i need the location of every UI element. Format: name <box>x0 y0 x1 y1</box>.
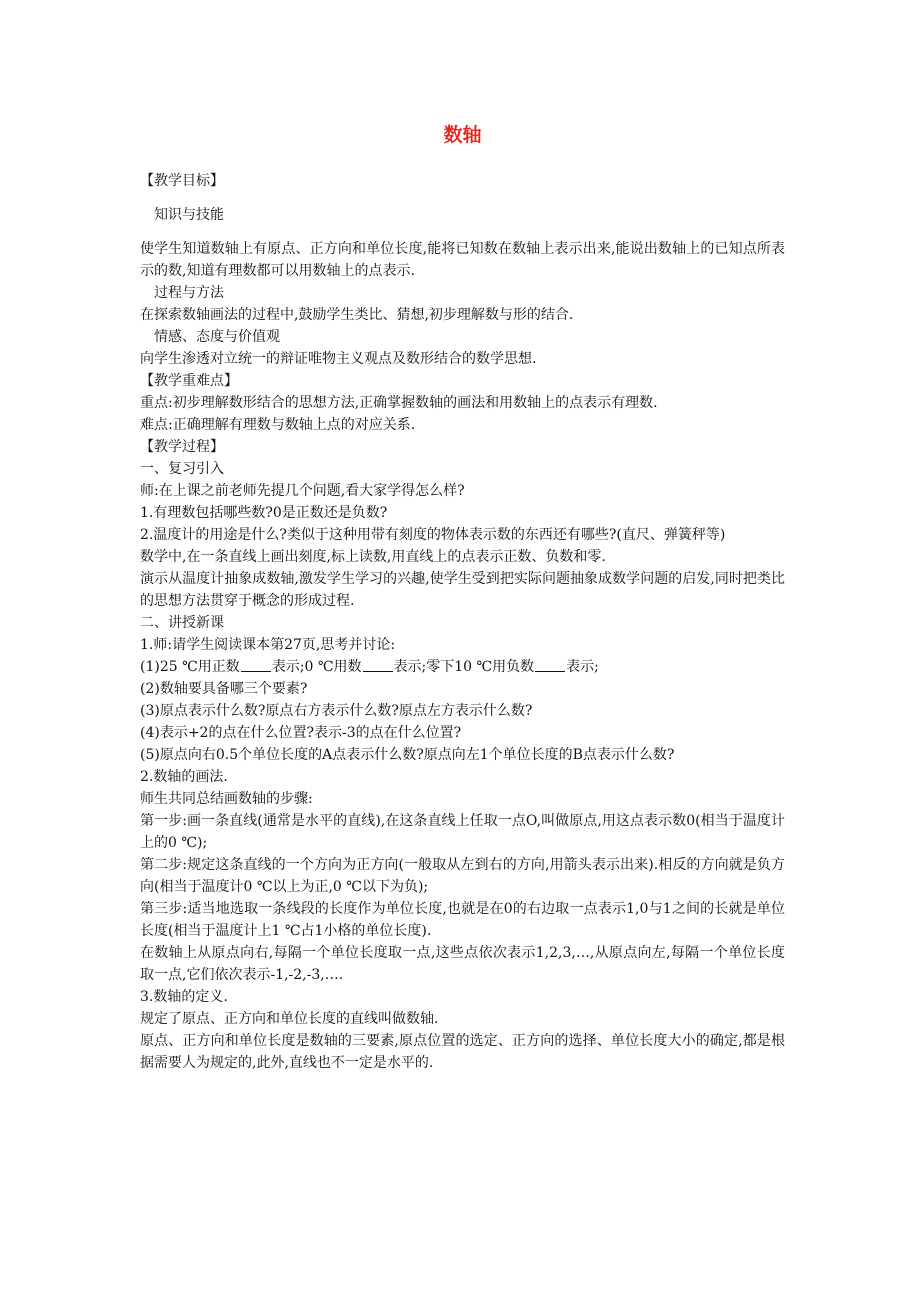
sub-question-1-part-a: (1)25 ℃用正数 <box>140 659 240 675</box>
sub-question-1-part-c: 表示;零下10 ℃用负数 <box>393 659 535 675</box>
heading-process-method: 过程与方法 <box>154 285 224 301</box>
paragraph-demo: 演示从温度计抽象成数轴,激发学生学习的兴趣,使学生受到把实际问题抽象成数学问题的启发,同时把类比的思想方法贯穿于概念的形成过程. <box>140 571 785 609</box>
paragraph-steps-intro: 师生共同总结画数轴的步骤: <box>140 791 313 807</box>
paragraph-process-method: 在探索数轴画法的过程中,鼓励学生类比、猜想,初步理解数与形的结合. <box>140 307 574 323</box>
sub-question-1 <box>140 656 785 678</box>
heading-review: 一、复习引入 <box>140 461 224 477</box>
paragraph-math: 数学中,在一条直线上画出刻度,标上读数,用直线上的点表示正数、负数和零. <box>140 549 606 565</box>
fill-blank <box>363 657 393 672</box>
fill-blank <box>535 657 565 672</box>
question-1: 1.有理数包括哪些数?0是正数还是负数? <box>140 505 388 521</box>
sub-question-1-part-b: 表示;0 ℃用数 <box>271 659 362 675</box>
paragraph-teacher-intro: 师:在上课之前老师先提几个问题,看大家学得怎么样? <box>140 483 465 499</box>
paragraph-step-more: 在数轴上从原点向右,每隔一个单位长度取一点,这些点依次表示1,2,3,…,从原点向左,每隔一个单位长度取一点,它们依次表示-1,-2,-3,…. <box>140 945 785 983</box>
heading-goals: 【教学目标】 <box>140 173 224 189</box>
paragraph-read: 1.师:请学生阅读课本第27页,思考并讨论: <box>140 637 396 653</box>
heading-difficulties: 【教学重难点】 <box>140 373 238 389</box>
sub-question-2: (2)数轴要具备哪三个要素? <box>140 681 308 697</box>
paragraph-step-3: 第三步:适当地选取一条线段的长度作为单位长度,也就是在0的右边取一点表示1,0与1之间的长就是单位长度(相当于温度计上1 ℃占1小格的单位长度). <box>140 901 785 939</box>
sub-question-4: (4)表示+2的点在什么位置?表示-3的点在什么位置? <box>140 725 462 741</box>
sub-question-3: (3)原点表示什么数?原点右方表示什么数?原点左方表示什么数? <box>140 703 533 719</box>
paragraph-elements: 原点、正方向和单位长度是数轴的三要素,原点位置的选定、正方向的选择、单位长度大小的确定,都是根据需要人为规定的,此外,直线也不一定是水平的. <box>140 1033 785 1071</box>
sub-question-1-part-d: 表示; <box>566 659 599 675</box>
paragraph-key-point: 重点:初步理解数形结合的思想方法,正确掌握数轴的画法和用数轴上的点表示有理数. <box>140 395 658 411</box>
paragraph-knowledge: 使学生知道数轴上有原点、正方向和单位长度,能将已知数在数轴上表示出来,能说出数轴上的已知点所表示的数,知道有理数都可以用数轴上的点表示. <box>140 241 785 279</box>
heading-emotion: 情感、态度与价值观 <box>154 329 280 345</box>
heading-knowledge: 知识与技能 <box>154 207 224 223</box>
heading-definition: 3.数轴的定义. <box>140 989 228 1005</box>
document-page <box>140 122 785 1074</box>
fill-blank <box>241 657 271 672</box>
spacer <box>140 226 785 238</box>
paragraph-step-2: 第二步:规定这条直线的一个方向为正方向(一般取从左到右的方向,用箭头表示出来).相反的方向就是负方向(相当于温度计0 ℃以上为正,0 ℃以下为负); <box>140 857 785 895</box>
heading-new-lesson: 二、讲授新课 <box>140 615 224 631</box>
heading-draw: 2.数轴的画法. <box>140 769 228 785</box>
spacer <box>140 192 785 204</box>
paragraph-emotion: 向学生渗透对立统一的辩证唯物主义观点及数形结合的数学思想. <box>140 351 537 367</box>
paragraph-step-1: 第一步:画一条直线(通常是水平的直线),在这条直线上任取一点O,叫做原点,用这点表示数0(相当于温度计上的0 ℃); <box>140 813 785 851</box>
question-2: 2.温度计的用途是什么?类似于这种用带有刻度的物体表示数的东西还有哪些?(直尺、弹簧秤等) <box>140 527 726 543</box>
paragraph-definition: 规定了原点、正方向和单位长度的直线叫做数轴. <box>140 1011 439 1027</box>
paragraph-hard-point: 难点:正确理解有理数与数轴上点的对应关系. <box>140 417 416 433</box>
page-title: 数轴 <box>443 124 482 146</box>
heading-process: 【教学过程】 <box>140 439 224 455</box>
sub-question-5: (5)原点向右0.5个单位长度的A点表示什么数?原点向左1个单位长度的B点表示什么数? <box>140 747 675 763</box>
